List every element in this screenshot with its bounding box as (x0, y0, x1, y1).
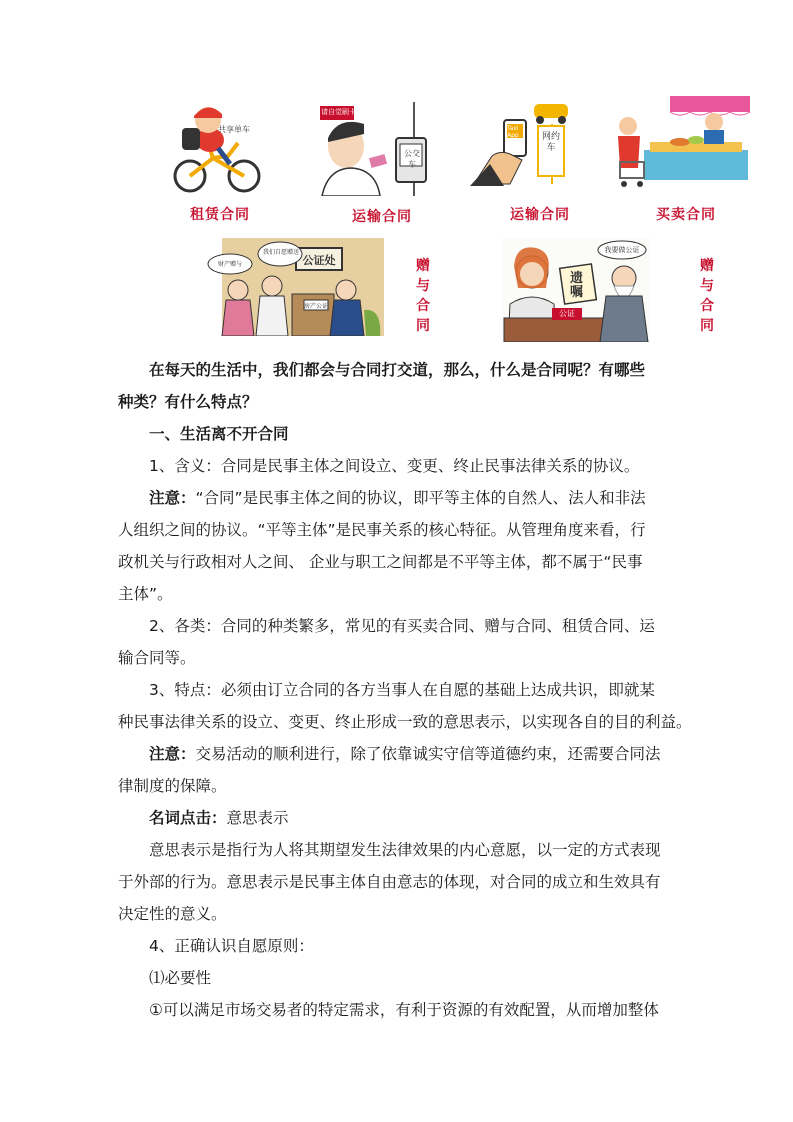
caption-gift-contract-2-text: 赠 与 合 同 (700, 258, 714, 334)
bus-reader-label: 公交车 (404, 149, 420, 169)
paragraph-types-1: 2、各类：合同的种类繁多，常见的有买卖合同、赠与合同、租赁合同、运 (149, 617, 655, 635)
note1-label: 注意： (149, 489, 196, 507)
caption-gift-contract-2 (698, 256, 716, 336)
definition-line-3: 决定性的意义。 (118, 905, 227, 923)
illustration-bus-card (318, 98, 444, 196)
definition-line-1: 意思表示是指行为人将其期望发生法律效果的内心意愿，以一定的方式表现 (149, 841, 661, 859)
paragraph-definition: 1、含义：合同是民事主体之间设立、变更、终止民事法律关系的协议。 (149, 457, 640, 475)
caption-rental-contract: 租赁合同 (190, 207, 250, 223)
paragraph-features-1: 3、特点：必须由订立合同的各方当事人在自愿的基础上达成共识，即就某 (149, 681, 655, 699)
paragraph-types-2: 输合同等。 (118, 649, 196, 667)
illustration-taxi-app (470, 98, 580, 186)
will-desk-plate: 公证 (559, 309, 575, 318)
intro-line-2: 种类？有什么特点？ (118, 393, 258, 411)
note1-line-1 (118, 482, 678, 514)
will-bubble-label: 我要做公证 (604, 246, 640, 254)
bus-sign-label: 请自觉刷卡 (321, 108, 356, 116)
document-body (118, 354, 692, 1026)
caption-gift-contract-1 (414, 256, 432, 336)
term-label: 名词点击： (149, 809, 227, 827)
notary-bubble-2: 财产赠与 (217, 261, 242, 268)
caption-transport-contract-2: 运输合同 (510, 207, 570, 223)
note2-label: 注意： (149, 745, 196, 763)
intro-line-1: 在每天的生活中，我们都会与合同打交道，那么，什么是合同呢？有哪些 (149, 361, 646, 379)
section-heading: 一、生活离不开合同 (149, 425, 289, 443)
illustration-will-notary (502, 238, 650, 342)
notary-bubble-1: 我们自愿赠送 (262, 249, 299, 256)
note1-line-4: 主体”。 (118, 585, 173, 603)
taxi-app-label: Taxi App (507, 125, 519, 139)
note2-line-1 (118, 738, 678, 770)
note2-text-1: 交易活动的顺利进行，除了依靠诚实守信等道德约束，还需要合同法 (195, 745, 661, 763)
note1-line-3: 政机关与行政相对人之间、 企业与职工之间都是不平等主体，都不属于“民事 (118, 553, 643, 571)
term-value: 意思表示 (226, 809, 289, 827)
will-scroll-label: 遗嘱 (570, 271, 584, 300)
notary-document-label: 房产公证 (304, 303, 329, 310)
term-line (118, 802, 678, 834)
note1-line-2: 人组织之间的协议。“平等主体”是民事关系的核心特征。从管理角度来看，行 (118, 521, 646, 539)
definition-line-2: 于外部的行为。意思表示是民事主体自由意志的体现，对合同的成立和生效具有 (118, 873, 661, 891)
paragraph-necessity-point-1: ①可以满足市场交易者的特定需求，有利于资源的有效配置，从而增加整体 (149, 1001, 659, 1019)
bike-sign-label: 共享单车 (218, 125, 250, 134)
illustration-notary-office (196, 238, 384, 336)
illustration-rental-bike (168, 98, 268, 196)
notary-office-sign: 公证处 (302, 254, 336, 267)
note2-line-2: 律制度的保障。 (118, 777, 227, 795)
caption-sales-contract: 买卖合同 (656, 207, 716, 223)
paragraph-necessity: ⑴必要性 (149, 969, 212, 987)
taxi-sign-label: 网约车 (541, 132, 560, 153)
illustration-market (610, 96, 752, 194)
caption-transport-contract-1: 运输合同 (352, 209, 412, 225)
paragraph-features-2: 种民事法律关系的设立、变更、终止形成一致的意思表示，以实现各自的目的利益。 (118, 713, 692, 731)
note1-text-1: “合同”是民事主体之间的协议，即平等主体的自然人、法人和非法 (195, 489, 646, 507)
caption-gift-contract-1-text: 赠 与 合 同 (416, 258, 430, 334)
paragraph-principle: 4、正确认识自愿原则： (149, 937, 314, 955)
